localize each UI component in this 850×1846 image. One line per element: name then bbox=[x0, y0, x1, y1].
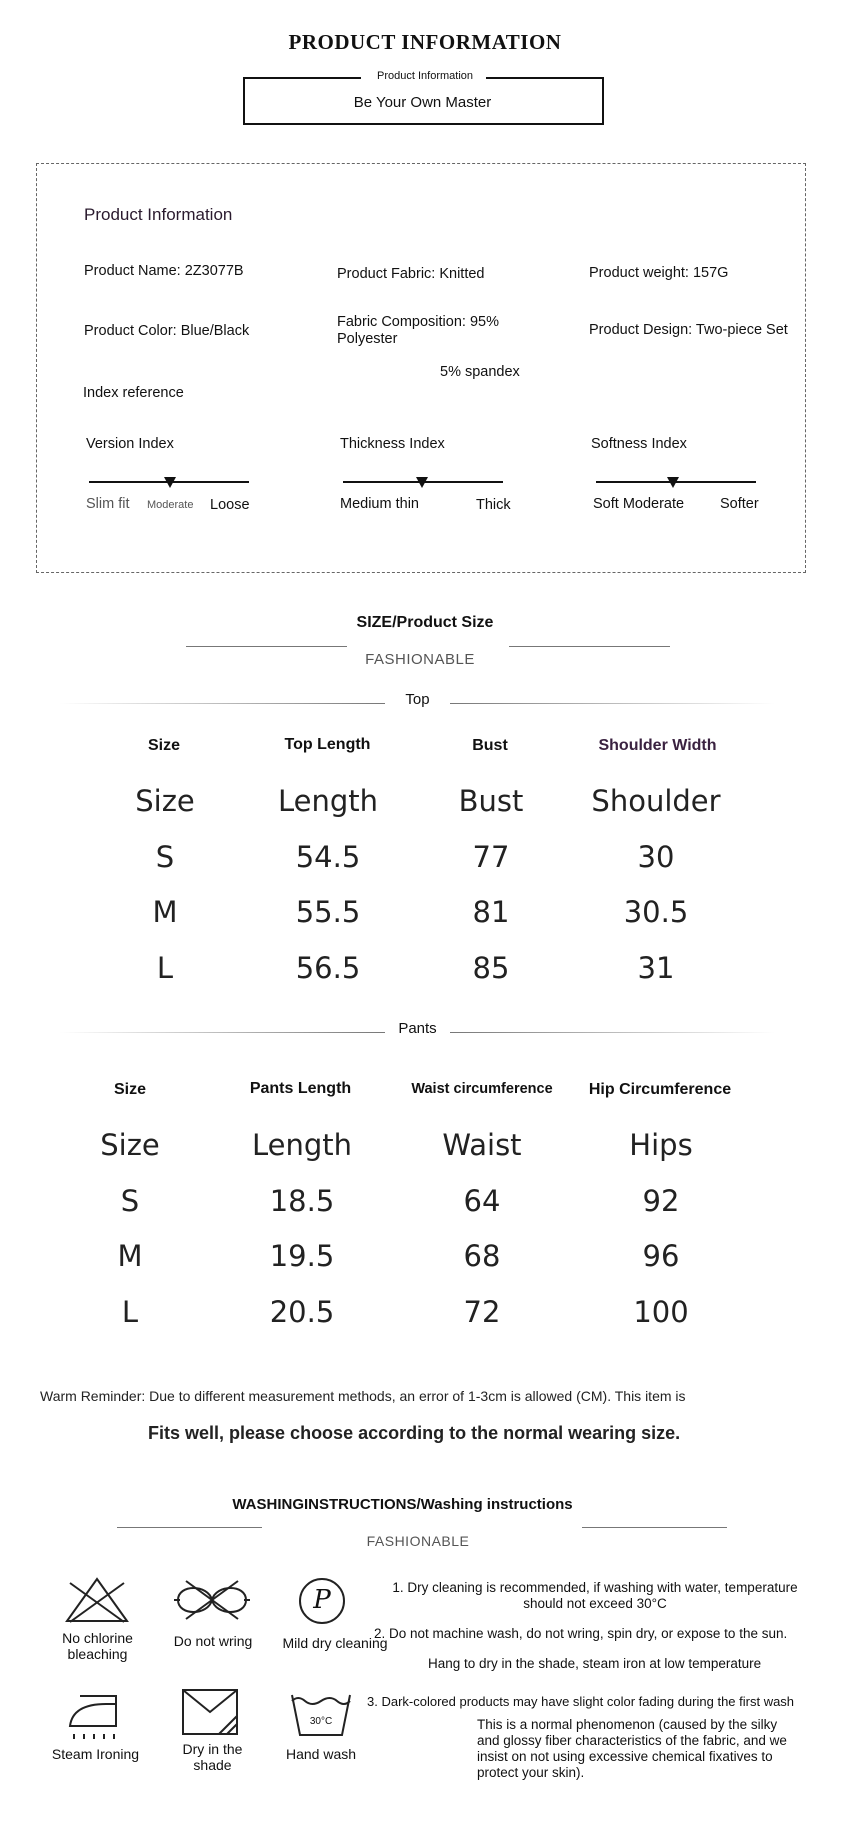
washing-section-title: WASHINGINSTRUCTIONS/Washing instructions bbox=[232, 1496, 573, 1513]
hand-wash-icon bbox=[290, 1691, 352, 1737]
pants-cell-r2-c3: 96 bbox=[642, 1239, 680, 1273]
pants-cell-r0-c0: Size bbox=[100, 1128, 160, 1162]
top-cell-r0-c2: Bust bbox=[458, 784, 524, 818]
thickness-label-thick: Thick bbox=[476, 497, 511, 513]
pants-rule-right bbox=[450, 1032, 775, 1033]
top-header-length: Top Length bbox=[284, 736, 371, 753]
softness-index-title: Softness Index bbox=[591, 436, 687, 452]
top-cell-r1-c0: S bbox=[155, 839, 175, 874]
instruction-3-line3: and glossy fiber characteristics of the fabric, and we bbox=[477, 1733, 787, 1748]
mild-dry-cleaning-label: Mild dry cleaning bbox=[282, 1635, 388, 1651]
fabric-composition-line1: Fabric Composition: 95% bbox=[337, 314, 499, 330]
top-cell-r1-c1: 54.5 bbox=[295, 839, 361, 874]
fabric-composition-line3: 5% spandex bbox=[440, 364, 520, 380]
top-cell-r3-c2: 85 bbox=[472, 950, 510, 985]
warm-reminder-line1: Warm Reminder: Due to different measurement methods, an error of 1-3cm is allowed (CM). This item is bbox=[40, 1388, 686, 1404]
instruction-3-line1: 3. Dark-colored products may have slight color fading during the first wash bbox=[367, 1694, 795, 1709]
top-header-size: Size bbox=[147, 737, 180, 754]
thickness-index-title: Thickness Index bbox=[340, 436, 445, 452]
top-cell-r3-c1: 56.5 bbox=[295, 950, 361, 985]
thickness-label-medium-thin: Medium thin bbox=[340, 496, 419, 512]
size-title-rule-right bbox=[509, 646, 670, 647]
instruction-2-line1: 2. Do not machine wash, do not wring, spin dry, or expose to the sun. bbox=[374, 1626, 788, 1641]
info-title: Product Information bbox=[84, 205, 233, 224]
instruction-1 bbox=[355, 1580, 835, 1612]
hand-wash-temperature: 30°C bbox=[309, 1716, 333, 1727]
top-cell-r0-c3: Shoulder bbox=[591, 784, 721, 818]
pants-cell-r1-c3: 92 bbox=[642, 1183, 680, 1218]
version-index-marker bbox=[164, 477, 176, 488]
pants-header-size: Size bbox=[113, 1081, 146, 1098]
dry-in-shade-label-line2: shade bbox=[193, 1757, 232, 1773]
top-cell-r3-c3: 31 bbox=[637, 950, 675, 985]
pants-cell-r2-c0: M bbox=[117, 1239, 143, 1273]
top-rule-left bbox=[60, 703, 385, 704]
warm-reminder-line2: Fits well, please choose according to the normal wearing size. bbox=[148, 1423, 681, 1443]
pants-cell-r3-c2: 72 bbox=[463, 1294, 501, 1329]
top-cell-r0-c1: Length bbox=[277, 784, 379, 818]
no-chlorine-bleach-icon bbox=[64, 1576, 130, 1624]
do-not-wring-icon bbox=[172, 1578, 252, 1622]
version-label-loose: Loose bbox=[210, 497, 250, 513]
product-name: Product Name: 2Z3077B bbox=[84, 263, 244, 279]
pants-cell-r2-c1: 19.5 bbox=[269, 1239, 335, 1273]
pants-cell-r1-c1: 18.5 bbox=[269, 1183, 335, 1218]
pants-cell-r3-c1: 20.5 bbox=[269, 1294, 335, 1329]
instruction-3-body bbox=[477, 1717, 787, 1781]
softness-label-soft-moderate: Soft Moderate bbox=[593, 496, 685, 512]
pants-cell-r1-c2: 64 bbox=[463, 1183, 501, 1218]
instruction-3-line4: insist on not using excessive chemical fixatives to bbox=[477, 1749, 773, 1764]
header-box-slogan: Be Your Own Master bbox=[353, 94, 492, 111]
pants-rule-left bbox=[60, 1032, 385, 1033]
size-section-title: SIZE/Product Size bbox=[356, 614, 494, 631]
pants-cell-r0-c1: Length bbox=[251, 1128, 353, 1162]
dry-in-shade-icon bbox=[181, 1688, 239, 1736]
instruction-1-line1: 1. Dry cleaning is recommended, if washing with water, temperature bbox=[392, 1580, 798, 1595]
steam-iron-label: Steam Ironing bbox=[51, 1746, 140, 1762]
top-cell-r2-c1: 55.5 bbox=[295, 895, 361, 929]
dry-in-shade-label bbox=[160, 1741, 265, 1773]
product-weight: Product weight: 157G bbox=[589, 265, 729, 281]
pants-cell-r3-c3: 100 bbox=[633, 1294, 689, 1329]
no-chlorine-label bbox=[40, 1630, 155, 1662]
pants-cell-r1-c0: S bbox=[120, 1183, 140, 1218]
no-chlorine-label-line1: No chlorine bbox=[62, 1630, 133, 1646]
pants-cell-r0-c3: Hips bbox=[629, 1128, 693, 1162]
top-cell-r3-c0: L bbox=[156, 950, 174, 985]
instruction-3-line5: protect your skin). bbox=[477, 1765, 585, 1780]
product-color: Product Color: Blue/Black bbox=[84, 323, 250, 339]
pants-header-waist: Waist circumference bbox=[411, 1081, 553, 1097]
product-fabric: Product Fabric: Knitted bbox=[337, 266, 485, 282]
header-box-caption: Product Information bbox=[377, 70, 473, 82]
top-header-bust: Bust bbox=[472, 737, 508, 754]
washing-title-rule-left bbox=[117, 1527, 262, 1528]
instruction-2-line2: Hang to dry in the shade, steam iron at low temperature bbox=[428, 1656, 762, 1671]
page-title: PRODUCT INFORMATION bbox=[288, 30, 562, 54]
pants-cell-r3-c0: L bbox=[121, 1294, 139, 1329]
product-design: Product Design: Two-piece Set bbox=[589, 322, 788, 338]
thickness-index-marker bbox=[416, 477, 428, 488]
washing-section-subtitle: FASHIONABLE bbox=[366, 1533, 470, 1549]
washing-title-rule-right bbox=[582, 1527, 727, 1528]
version-index-title: Version Index bbox=[86, 436, 174, 452]
top-cell-r2-c2: 81 bbox=[472, 895, 510, 929]
version-label-slim: Slim fit bbox=[86, 496, 130, 512]
index-reference-label: Index reference bbox=[83, 385, 184, 401]
size-section-subtitle: FASHIONABLE bbox=[365, 651, 475, 668]
top-cell-r0-c0: Size bbox=[135, 784, 195, 818]
pants-header-length: Pants Length bbox=[249, 1080, 352, 1097]
dry-in-shade-label-line1: Dry in the bbox=[182, 1741, 243, 1757]
top-cell-r1-c3: 30 bbox=[637, 839, 675, 874]
hand-wash-label: Hand wash bbox=[285, 1746, 357, 1762]
pants-cell-r2-c2: 68 bbox=[463, 1239, 501, 1273]
instruction-3-line2: This is a normal phenomenon (caused by the silky bbox=[477, 1717, 778, 1732]
size-title-rule-left bbox=[186, 646, 347, 647]
no-chlorine-label-line2: bleaching bbox=[67, 1646, 128, 1662]
pants-cell-r0-c2: Waist bbox=[442, 1128, 522, 1162]
top-cell-r2-c3: 30.5 bbox=[623, 895, 689, 929]
do-not-wring-label: Do not wring bbox=[173, 1633, 253, 1649]
softness-label-softer: Softer bbox=[720, 496, 759, 512]
pants-header-hip: Hip Circumference bbox=[588, 1081, 732, 1098]
softness-index-marker bbox=[667, 477, 679, 488]
version-label-moderate: Moderate bbox=[147, 499, 194, 511]
top-header-shoulder: Shoulder Width bbox=[598, 737, 717, 754]
fabric-composition-line2: Polyester bbox=[337, 331, 398, 347]
top-cell-r2-c0: M bbox=[152, 895, 178, 929]
top-table-label: Top bbox=[405, 691, 430, 708]
instruction-1-line2: should not exceed 30°C bbox=[523, 1596, 667, 1611]
steam-iron-icon bbox=[66, 1692, 122, 1742]
top-cell-r1-c2: 77 bbox=[472, 839, 510, 874]
pants-table-label: Pants bbox=[398, 1020, 437, 1037]
top-rule-right bbox=[450, 703, 775, 704]
mild-dry-cleaning-letter: P bbox=[313, 1585, 331, 1615]
